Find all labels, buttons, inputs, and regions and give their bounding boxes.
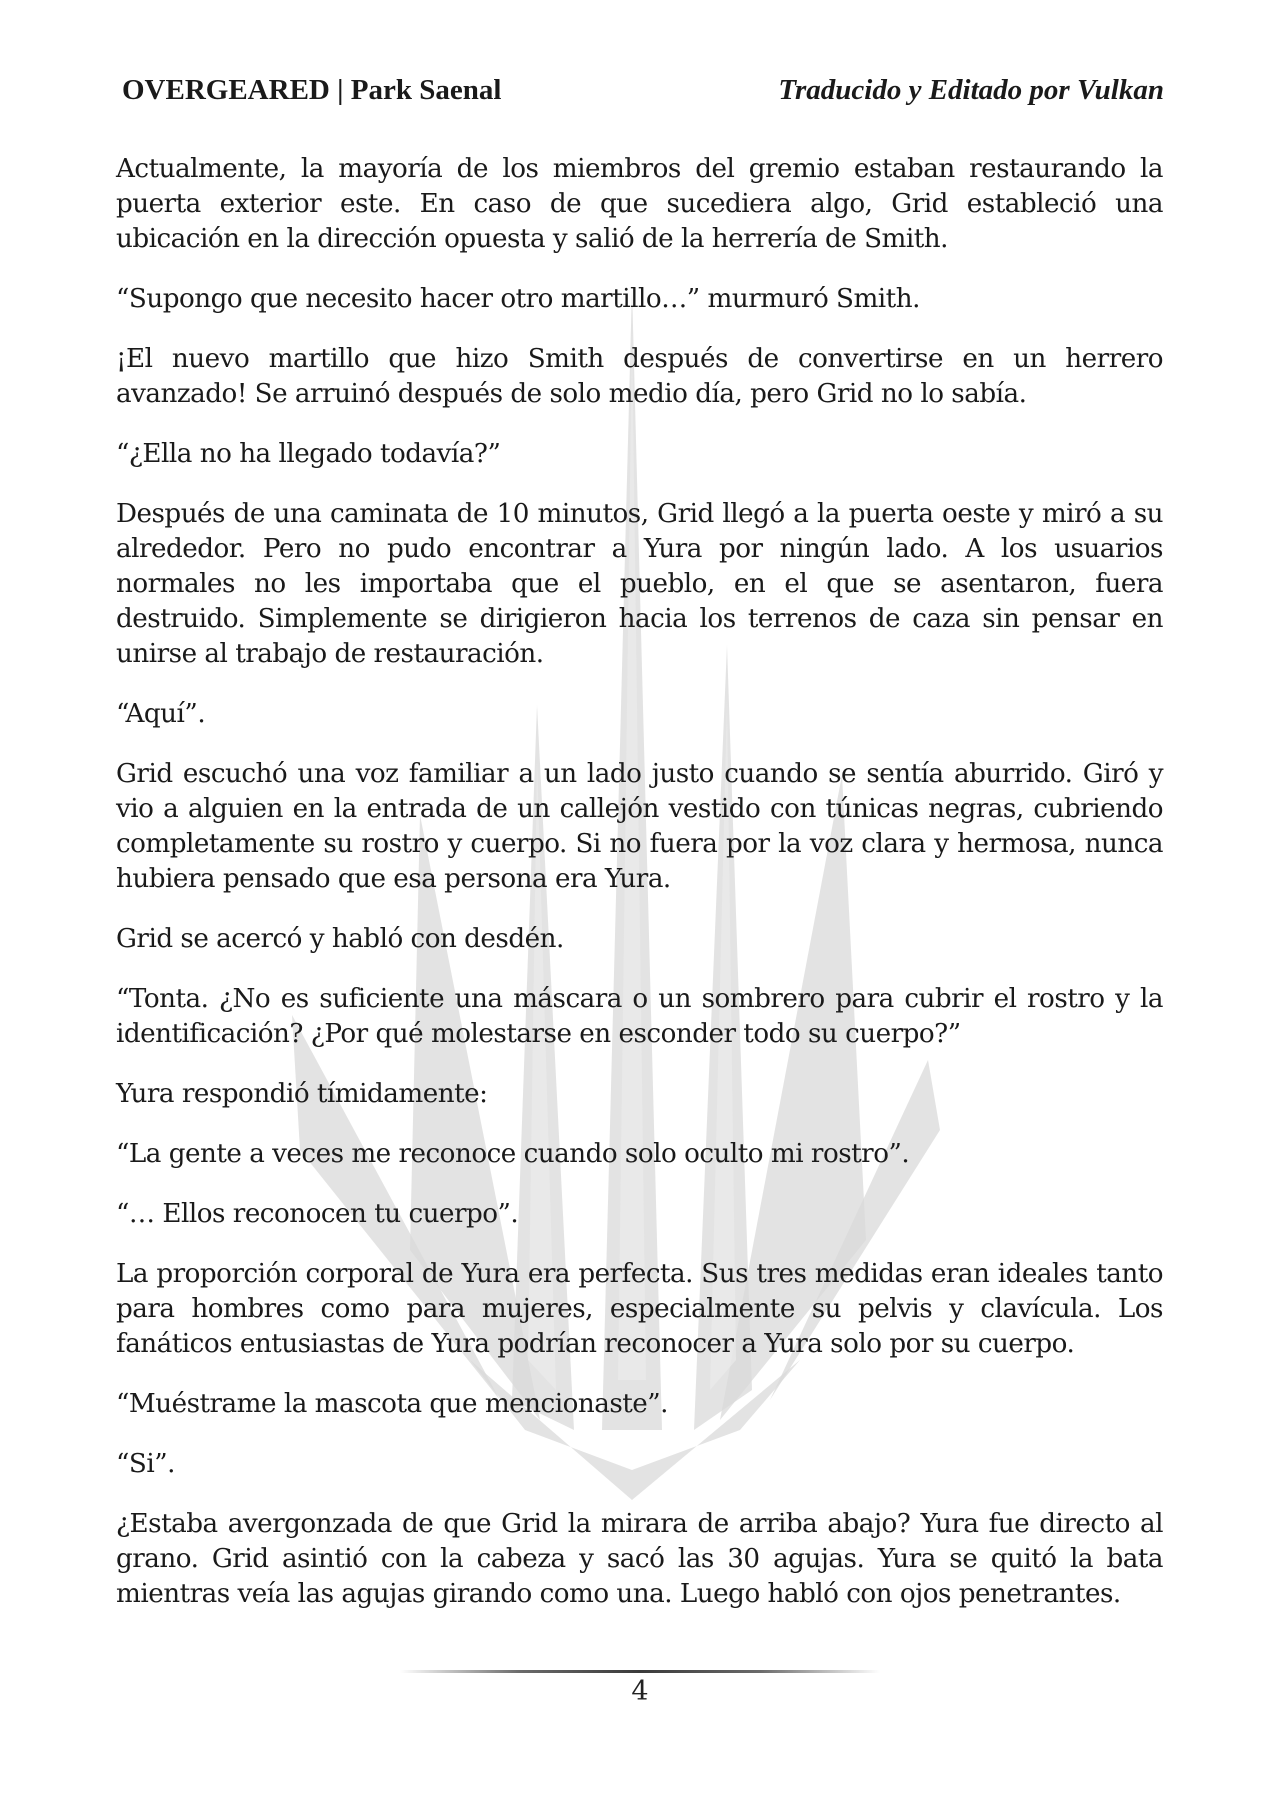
paragraph: Grid escuchó una voz familiar a un lado justo cuando se sentía aburrido. Giró y vio a alguien en la entrada de un callejón vestido con túnicas negras, cubriendo completamente su rostro y cuerpo. Si no fuera por la voz clara y hermosa, nunca hubiera pensado que esa persona era Yura. bbox=[116, 759, 1163, 894]
paragraph: “Supongo que necesito hacer otro martillo…” murmuró Smith. bbox=[116, 284, 920, 314]
paragraph: “… Ellos reconocen tu cuerpo”. bbox=[116, 1199, 519, 1229]
paragraph: “Muéstrame la mascota que mencionaste”. bbox=[116, 1389, 669, 1419]
paragraph: “Tonta. ¿No es suficiente una máscara o un sombrero para cubrir el rostro y la identificación? ¿Por qué molestarse en esconder todo su cuerpo?” bbox=[116, 984, 1163, 1049]
paragraph: “La gente a veces me reconoce cuando solo oculto mi rostro”. bbox=[116, 1139, 910, 1169]
paragraph: Grid se acercó y habló con desdén. bbox=[116, 924, 564, 954]
translator-credit: Traducido y Editado por Vulkan bbox=[778, 74, 1164, 106]
book-title: OVERGEARED | Park Saenal bbox=[122, 74, 502, 106]
page-body bbox=[116, 152, 1163, 1637]
paragraph: ¿Estaba avergonzada de que Grid la mirara de arriba abajo? Yura fue directo al grano. Grid asintió con la cabeza y sacó las 30 agujas. Yura se quitó la bata mientras veía las agujas girando como una. Luego habló con ojos penetrantes. bbox=[116, 1509, 1163, 1609]
paragraph: La proporción corporal de Yura era perfecta. Sus tres medidas eran ideales tanto para hombres como para mujeres, especialmente su pelvis y clavícula. Los fanáticos entusiastas de Yura podrían reconocer a Yura solo por su cuerpo. bbox=[116, 1259, 1163, 1359]
page-number: 4 bbox=[631, 1676, 649, 1707]
page-header bbox=[122, 74, 1164, 114]
footer-divider bbox=[400, 1670, 880, 1673]
paragraph: Yura respondió tímidamente: bbox=[116, 1079, 488, 1109]
paragraph: Después de una caminata de 10 minutos, Grid llegó a la puerta oeste y miró a su alrededor. Pero no pudo encontrar a Yura por ningún lado. A los usuarios normales no les importaba que el pueblo, en el que se asentaron, fuera destruido. Simplemente se dirigieron hacia los terrenos de caza sin pensar en unirse al trabajo de restauración. bbox=[116, 499, 1163, 669]
paragraph: “Aquí”. bbox=[116, 699, 206, 729]
paragraph: Actualmente, la mayoría de los miembros del gremio estaban restaurando la puerta exterior este. En caso de que sucediera algo, Grid estableció una ubicación en la dirección opuesta y salió de la herrería de Smith. bbox=[116, 154, 1163, 254]
paragraph: ¡El nuevo martillo que hizo Smith después de convertirse en un herrero avanzado! Se arruinó después de solo medio día, pero Grid no lo sabía. bbox=[116, 344, 1163, 409]
paragraph: “Si”. bbox=[116, 1449, 175, 1479]
paragraph: “¿Ella no ha llegado todavía?” bbox=[116, 439, 501, 469]
